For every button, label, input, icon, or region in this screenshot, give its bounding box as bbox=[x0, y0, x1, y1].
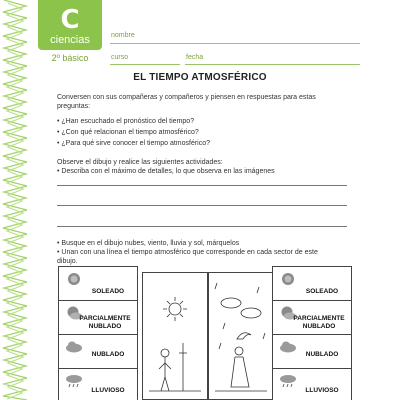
question-2: • ¿Con qué relacionan el tiempo atmosférico? bbox=[57, 129, 199, 136]
illustration-right bbox=[208, 272, 274, 400]
task-2-continued: dibujo. bbox=[57, 258, 78, 265]
answer-line[interactable] bbox=[57, 226, 347, 227]
weather-cell-cloudy[interactable] bbox=[272, 334, 352, 368]
answer-line[interactable] bbox=[57, 205, 347, 206]
cloud-icon bbox=[279, 339, 297, 355]
intro-line-1: Conversen con sus compañeras y compañeros y piensen en respuestas para estas bbox=[57, 94, 316, 101]
sun-icon bbox=[65, 271, 83, 287]
cloud-icon bbox=[65, 339, 83, 355]
illustration-left bbox=[142, 272, 208, 400]
weather-label: SOLEADO bbox=[91, 288, 125, 295]
course-line bbox=[110, 64, 180, 65]
observe-instruction: Observe el dibujo y realice las siguientes actividades: bbox=[57, 159, 223, 166]
date-label: fecha bbox=[186, 54, 204, 61]
weather-panel-right bbox=[272, 266, 352, 400]
sunny-scene-illustration bbox=[143, 273, 207, 399]
decorative-border bbox=[0, 0, 30, 400]
weather-cell-partly-cloudy[interactable] bbox=[272, 300, 352, 334]
weather-label: LLUVIOSO bbox=[91, 387, 125, 394]
weather-cell-cloudy[interactable] bbox=[58, 334, 138, 368]
weather-label-line-2: NUBLADO bbox=[302, 323, 336, 330]
rain-icon bbox=[65, 373, 83, 389]
grade-level: 2º básico bbox=[51, 53, 89, 63]
weather-label: PARCIALMENTE bbox=[293, 315, 345, 322]
weather-label: LLUVIOSO bbox=[305, 387, 339, 394]
weather-label: PARCIALMENTE bbox=[79, 315, 131, 322]
question-1: • ¿Han escuchado el pronóstico del tiempo? bbox=[57, 118, 195, 125]
subject-badge bbox=[38, 0, 102, 68]
describe-instruction: • Describa con el máximo de detalles, lo que observa en las imágenes bbox=[57, 168, 275, 175]
subject-letter: C bbox=[60, 5, 80, 35]
weather-label: NUBLADO bbox=[305, 351, 339, 358]
task-1: • Busque en el dibujo nubes, viento, lluvia y sol, márquelos bbox=[57, 240, 240, 247]
weather-cell-sunny[interactable] bbox=[58, 266, 138, 300]
rain-icon bbox=[279, 373, 297, 389]
answer-line[interactable] bbox=[57, 185, 347, 186]
weather-cell-partly-cloudy[interactable] bbox=[58, 300, 138, 334]
intro-line-2: preguntas: bbox=[57, 103, 91, 110]
name-label: nombre bbox=[111, 32, 135, 39]
page-title: EL TIEMPO ATMOSFÉRICO bbox=[133, 72, 267, 83]
weather-label: SOLEADO bbox=[305, 288, 339, 295]
subject-name: ciencias bbox=[50, 34, 90, 46]
weather-panel-left bbox=[58, 266, 138, 400]
weather-label-line-2: NUBLADO bbox=[88, 323, 122, 330]
sun-icon bbox=[279, 271, 297, 287]
rainy-scene-illustration bbox=[209, 273, 273, 399]
date-line bbox=[185, 64, 360, 65]
name-line bbox=[110, 43, 360, 44]
task-2: • Unan con una línea el tiempo atmosférico que corresponde en cada sector de este bbox=[57, 249, 318, 256]
weather-cell-sunny[interactable] bbox=[272, 266, 352, 300]
weather-cell-rainy[interactable] bbox=[58, 368, 138, 400]
weather-label: NUBLADO bbox=[91, 351, 125, 358]
weather-cell-rainy[interactable] bbox=[272, 368, 352, 400]
question-3: • ¿Para qué sirve conocer el tiempo atmosférico? bbox=[57, 140, 211, 147]
course-label: curso bbox=[111, 54, 129, 61]
